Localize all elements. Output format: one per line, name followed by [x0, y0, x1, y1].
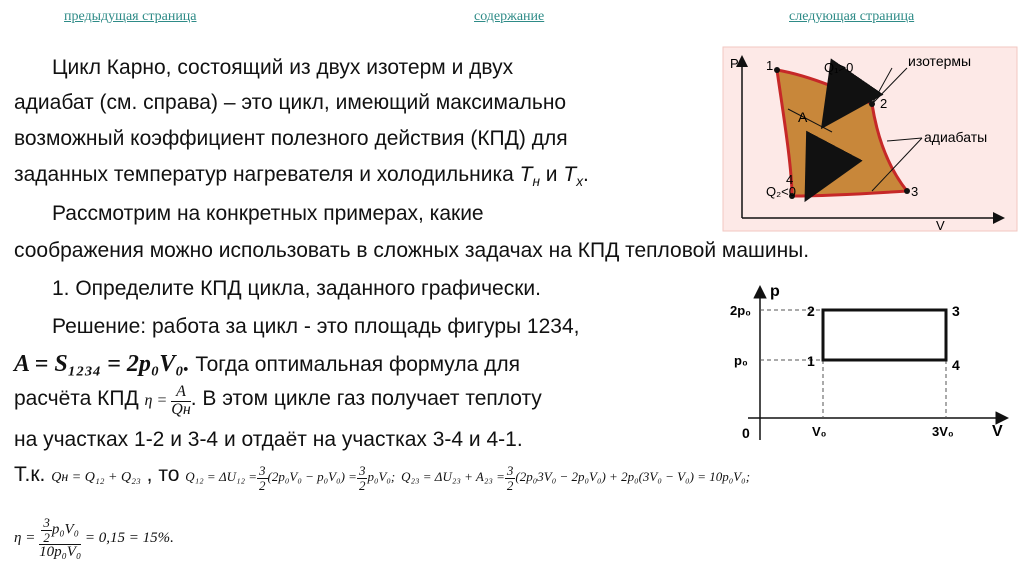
isotherms-label: изотермы [908, 53, 972, 69]
tick-2p0: 2p₀ [730, 303, 752, 318]
text-line-9 [14, 351, 520, 378]
q23-formula: Q₂₃ = ΔU₂₃ + A₂₃ = $\frac{3}{2}$ (2p₀3V₀ − 2p₀V₀) + 2p₀(3V₀ − V₀) = 10p₀V₀; [401, 462, 751, 493]
next-page-link[interactable]: следующая страница [789, 9, 915, 24]
p-axis-label: P [730, 56, 739, 71]
cycle-point-1 [774, 67, 780, 73]
carnot-cycle-diagram [722, 46, 1018, 232]
cycle-point-2 [869, 101, 875, 107]
efficiency-formula: η = $\frac{A}{Qн}$ [144, 383, 191, 418]
adiabats-label: адиабаты [924, 129, 988, 145]
text-line-2: адиабат (см. справа) – это цикл, имеющий максимально [14, 91, 567, 114]
text-line-12: Т.к. Qн = Q₁₂ + Q₂₃ , то Q₁₂ = ΔU₁₂ = $\frac{3}{2}$ (2p₀V₀ − p₀V₀) = $\frac{3}{2}$ p₀V₀; Q₂₃ = ΔU₂₃ + A₂₃ = $\frac{3}{2}$ (2p₀3V₀ − 2p₀V₀) + 2p₀(3V₀ − V₀) = 10p₀V₀; [14, 462, 751, 493]
area-label: A [798, 109, 808, 125]
point-label-1: 1 [807, 353, 815, 369]
final-efficiency-formula: η = $\frac{3}{2}$ p₀V₀ 10p₀V₀ = 0,15 = 15%. [14, 515, 174, 561]
text-line-5: Рассмотрим на конкретных примерах, какие [52, 202, 484, 225]
text-line-8: Решение: работа за цикл - это площадь фигуры 1234, [52, 315, 580, 338]
point-label-4: 4 [786, 172, 794, 187]
text-line-3: возможный коэффициент полезного действия (КПД) для [14, 127, 568, 150]
cycle-rectangle [823, 310, 946, 360]
q1-label: Q₁>0 [824, 60, 854, 75]
point-label-2: 2 [880, 96, 888, 111]
point-label-4: 4 [952, 357, 960, 373]
temp-cooler: $T_х$ [563, 163, 584, 190]
point-label-2: 2 [807, 303, 815, 319]
point-label-1: 1 [766, 58, 774, 73]
text-line-11: на участках 1-2 и 3-4 и отдаёт на участках 3-4 и 4-1. [14, 428, 523, 451]
text-line-4-start: заданных температур нагревателя и холодильника [14, 163, 520, 186]
text-line-1: Цикл Карно, состоящий из двух изотерм и двух [52, 56, 514, 79]
origin-label: 0 [742, 425, 750, 441]
q2-label: Q₂<0 [766, 184, 796, 199]
text-line-9-rest: Тогда оптимальная формула для [189, 353, 520, 376]
tick-p0: p₀ [734, 353, 748, 368]
text-line-6: соображения можно использовать в сложных задачах на КПД тепловой машины. [14, 239, 810, 262]
work-formula: A = S₁₂₃₄ = 2p₀V₀. [14, 351, 190, 377]
contents-link[interactable]: содержание [474, 9, 545, 24]
text-line-4: заданных температур нагревателя и холодильника $T_н$ и $T_х$. [14, 163, 589, 190]
q12-formula: Q₁₂ = ΔU₁₂ = $\frac{3}{2}$ (2p₀V₀ − p₀V₀) = $\frac{3}{2}$ p₀V₀; [185, 462, 396, 493]
rectangle-cycle-diagram [728, 280, 1018, 450]
cycle-point-3 [904, 188, 910, 194]
point-label-3: 3 [911, 184, 919, 199]
prev-page-link[interactable]: предыдущая страница [64, 9, 197, 24]
text-line-10: расчёта КПД η = $\frac{A}{Qн}$ . В этом цикле газ получает теплоту [14, 383, 542, 418]
v-axis-label: V [992, 423, 1003, 440]
text-line-7: 1. Определите КПД цикла, заданного графически. [52, 277, 541, 300]
point-label-3: 3 [952, 303, 960, 319]
tick-3v0: 3V₀ [932, 424, 954, 439]
heat-sum-formula: Qн = Q₁₂ + Q₂₃ [51, 470, 141, 485]
temp-heater: $T_н$ [519, 163, 540, 190]
tick-v0: V₀ [812, 424, 827, 439]
v-axis-label: V [936, 218, 945, 232]
p-axis-label: p [770, 283, 780, 300]
